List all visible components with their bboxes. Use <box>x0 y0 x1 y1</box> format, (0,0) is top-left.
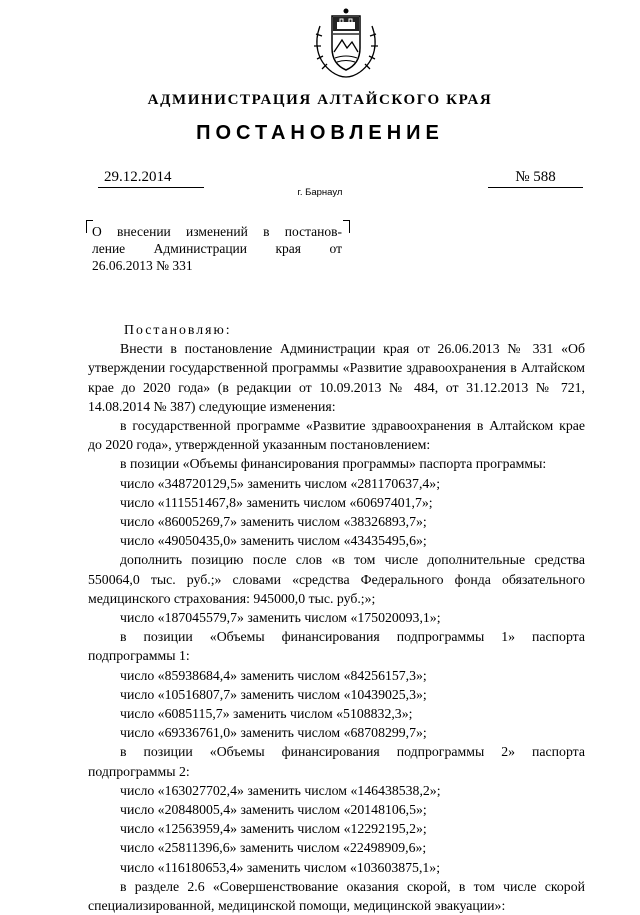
paragraph: число «69336761,0» заменить числом «68708299,7»; <box>120 725 427 741</box>
paragraph: число «25811396,6» заменить числом «22498909,6»; <box>120 840 427 856</box>
subject-bracket-right <box>343 220 350 233</box>
document-number: № 588 <box>488 168 583 188</box>
paragraph: число «20848005,4» заменить числом «20148106,5»; <box>120 802 427 818</box>
paragraph: в государственной программе «Развитие здравоохранения в Алтайском крае до 2020 года», утвержденной указанным постановлением: <box>88 418 585 453</box>
paragraph: число «116180653,4» заменить числом «103603875,1»; <box>120 859 441 875</box>
document-type: ПОСТАНОВЛЕНИЕ <box>196 122 444 144</box>
paragraph: число «163027702,4» заменить числом «146438538,2»; <box>120 782 441 798</box>
paragraph: число «6085115,7» заменить числом «5108832,3»; <box>120 706 413 722</box>
city: г. Барнаул <box>297 187 343 198</box>
paragraph: число «49050435,0» заменить числом «43435495,6»; <box>120 533 427 549</box>
paragraph: в позиции «Объемы финансирования подпрограммы 1» паспорта подпрограммы 1: <box>88 629 585 664</box>
coat-of-arms-icon <box>306 6 386 84</box>
organization-name: АДМИНИСТРАЦИЯ АЛТАЙСКОГО КРАЯ <box>147 92 493 108</box>
paragraph: в позиции «Объемы финансирования подпрограммы 2» паспорта подпрограммы 2: <box>88 744 585 779</box>
paragraph: число «85938684,4» заменить числом «84256157,3»; <box>120 667 427 683</box>
subject-line: О внесении изменений в постанов- <box>92 224 342 239</box>
paragraph: Внести в постановление Администрации края от 26.06.2013 № 331 «Об утверждении государственной программы «Развитие здравоохранения в Алтайском крае до 2020 года» (в редакции от 10.09.2013 № 484, от 31.12.2013 № 721, 14.08.2014 № 387) следующие изменения: <box>88 341 585 414</box>
subject-line: ление Администрации края от <box>92 241 342 256</box>
paragraph: в разделе 2.6 «Совершенствование оказания скорой, в том числе скорой специализированной, медицинской помощи, медицинской эвакуации»: <box>88 878 585 914</box>
document-body <box>88 320 585 915</box>
paragraph: число «187045579,7» заменить числом «175020093,1»; <box>120 610 441 626</box>
paragraph: число «12563959,4» заменить числом «12292195,2»; <box>120 821 427 837</box>
paragraph: число «10516807,7» заменить числом «10439025,3»; <box>120 686 427 702</box>
document-subject <box>92 223 342 274</box>
paragraph: в позиции «Объемы финансирования программы» паспорта программы: <box>120 456 547 472</box>
paragraph: дополнить позицию после слов «в том числе дополнительные средства 550064,0 тыс. руб.;» словами «средства Федерального фонда обязательного медицинского страхования: 945000,0 тыс. руб.;»; <box>88 552 585 606</box>
paragraph: число «111551467,8» заменить числом «60697401,7»; <box>120 494 433 510</box>
decree-word: Постановляю: <box>124 322 232 337</box>
paragraph: число «348720129,5» заменить числом «281170637,4»; <box>120 475 441 491</box>
paragraph: число «86005269,7» заменить числом «38326893,7»; <box>120 514 427 530</box>
subject-line: 26.06.2013 № 331 <box>92 258 193 273</box>
document-date: 29.12.2014 <box>98 168 204 188</box>
